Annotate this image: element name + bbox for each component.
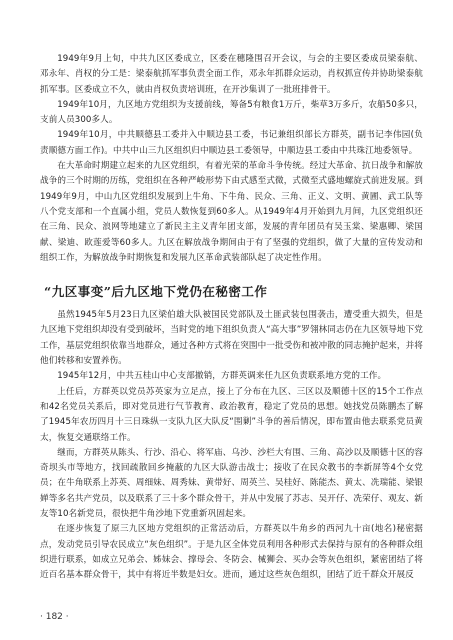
paragraph: 1949年10月，中共顺德县工委并入中顺边县工委，书记兼组织部长方群英，副书记李伟园(负责顺德方面工作)。中共中山三九区组织归中顺边县工委领导，中顺边县工委由中共珠江地委领导。 [40, 130, 423, 156]
page-number: · 182 · [40, 612, 69, 622]
paragraph: 1945年12月，中共五桂山中心支部撤销，方群英调来任九区负责联系地方党的工作。 [57, 371, 387, 382]
section-1 [40, 52, 423, 266]
paragraph: 1949年9月上旬，中共九区区委成立，区委在穗隆围召开会议，与会的主要区委成员梁泰航、邓永年、肖权的分工是：梁泰航抓军事负责全面工作，邓永年抓群众运动，肖权抓宣传并协助梁泰航抓军事。区委成立不久，就由肖权负责培训班，在开沙集训了一批班排骨干。 [40, 54, 423, 95]
section-2 [40, 308, 423, 583]
paragraph: 1949年10月，九区地方党组织为支援前线，筹备5有粮食1万斤，柴草3万多斤，农船50多只，支前人员300多人。 [40, 99, 423, 126]
paragraph: 虽然1945年5月23日九区梁伯雄大队被国民党部队及土匪武装包围袭击，遭受重大损失，但是九区地下党组织却没有受到破坏，当时党的地下组织负责人“高大事”罗翎林同志仍在九区领导地下党工作，基层党组织依靠当地群众，通过各种方式将在突围中一批受伤和被冲散的同志掩护起来，并将他们转移和安置养伤。 [40, 310, 423, 367]
paragraph: 在大革命时期建立起来的九区党组织，有着光荣的革命斗争传统。经过大革命、抗日战争和解放战争的三个时期的历练，党组织在各种严峻形势下由式感至式微，式微至式盛地螺旋式前进发展。到1949年9月，中山九区党组织发展到上牛角、下牛角、民众、三角、正义、文明、黄圃、武工队等八个党支部和一个直属小组，党员人数恢复到60多人。从1949年4月开始到九月间，九区党组织还在三角、民众、浪网等地建立了新民主主义青年团支部，发展的青年团员有吴玉棠、梁惠卿、梁国献、梁迪、欧莲爱等60多人。九区在解放战争期间由于有了坚强的党组织，做了大量的宣传发动和组织工作，为解放战争时期恢复和发展九区革命武装部队起了决定性作用。 [40, 161, 423, 263]
section-heading: “九区事变”后九区地下党仍在秘密工作 [44, 284, 268, 300]
paragraph: 继而，方群英从陈头、行沙、沿心、将军庙、乌沙、沙栏大有围、三角、高沙以及顺德十区的容奇坝头市等地方，找回疏散回乡掩蔽的九区大队游击战士；接收了在民众教书的李新屏等4个女党员；在牛角联系上苏英、周细妹、周秀妹、黄带好、周英兰、吴桂好、陈能杰、黄太、冼瑞能、梁银婵等多名共产党员，以及联系了三十多个群众骨干，并从中发展了苏志、吴开仔、冼荣仔、观友、新友等10名新党员，很快把牛角沙地下党重新巩固起来。 [40, 447, 423, 520]
paragraph: 上任后，方群英以党员苏英家为立足点，接上了分布在九区、三区以及顺德十区的15个工作点和42名党员关系后，即对党员进行气节教育、政治教育，稳定了党员的思想。她找党员陈鹏杰了解了1945年农历四月十三日珠纵一支队九区大队反“围剿”斗争的善后情况，即布置由他去联系党员黄太，恢复交通联络工作。 [40, 386, 423, 443]
paragraph: 在逐步恢复了原三九区地方党组织的正常活动后，方群英以牛角乡的西河九十亩(地名)秘密据点，发动党员引导农民成立“灰色组织”。于是九区全体党员利用各种形式去保持与原有的各种群众组织进行联系，如成立兄弟会、姊妹会、撑母会、冬防会、械狮会、买办会等灰色组织，紧密团结了将近百名基本群众骨干，其中有将近半数是妇女。进而，通过这些灰色组织，团结了近千群众开展反 [40, 524, 423, 581]
